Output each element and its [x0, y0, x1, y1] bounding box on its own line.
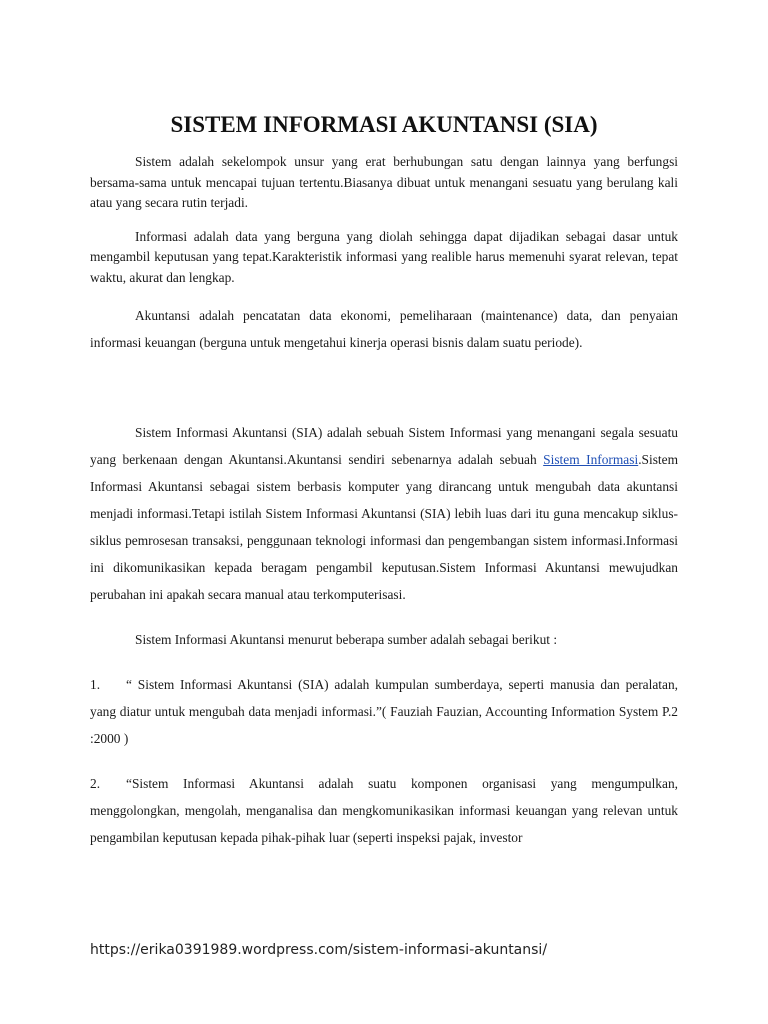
paragraph-sia-text-after: .Sistem Informasi Akuntansi sebagai sistem berbasis komputer yang dirancang untuk mengubah data akuntansi menjadi informasi.Tetapi istilah Sistem Informasi Akuntansi (SIA) lebih luas dari itu guna mencakup siklus-siklus pemrosesan transaksi, penggunaan teknologi informasi dan pengembangan sistem informasi.Informasi ini dikomunikasikan kepada beragam pengambil keputusan.Sistem Informasi Akuntansi mewujudkan perubahan ini apakah secara manual atau terkomputerisasi.	[90, 452, 678, 602]
list-item	[90, 671, 678, 752]
list-item-number: 2.	[90, 776, 101, 791]
paragraph-sistem: Sistem adalah sekelompok unsur yang erat berhubungan satu dengan lainnya yang berfungsi bersama-sama untuk mencapai tujuan tertentu.Biasanya dibuat untuk menangani sesuatu yang berulang kali atau yang secara rutin terjadi.	[90, 154, 678, 210]
list-item-number: 1.	[90, 677, 101, 692]
sistem-informasi-link[interactable]: Sistem Informasi	[543, 452, 639, 467]
paragraph-informasi: Informasi adalah data yang berguna yang diolah sehingga dapat dijadikan sebagai dasar untuk mengambil keputusan yang tepat.Karakteristik informasi yang realible harus memenuhi syarat relevan, tepat waktu, akurat dan lengkap.	[90, 228, 678, 285]
document-page	[90, 112, 678, 851]
paragraph-sumber: Sistem Informasi Akuntansi menurut beberapa sumber adalah sebagai berikut :	[135, 632, 558, 647]
paragraph-sia-text-before: Sistem Informasi Akuntansi (SIA) adalah sebuah Sistem Informasi yang menangani segala sesuatu yang berkenaan dengan Akuntansi.Akuntansi sendiri sebenarnya adalah sebuah	[90, 425, 678, 467]
paragraph-sia	[90, 419, 678, 608]
list-item	[90, 770, 678, 851]
list-item-text: “Sistem Informasi Akuntansi adalah suatu komponen organisasi yang mengumpulkan, menggolongkan, mengolah, menganalisa dan mengkomunikasikan informasi keuangan yang relevan untuk pengambilan keputusan kepada pihak-pihak luar (seperti inspeksi pajak, investor	[90, 776, 678, 845]
source-url: https://erika0391989.wordpress.com/sistem-informasi-akuntansi/	[90, 942, 548, 958]
document-title: SISTEM INFORMASI AKUNTANSI (SIA)	[170, 112, 598, 137]
paragraph-akuntansi: Akuntansi adalah pencatatan data ekonomi, pemeliharaan (maintenance) data, dan penyaian informasi keuangan (berguna untuk mengetahui kinerja operasi bisnis dalam suatu periode).	[90, 308, 678, 350]
list-item-text: “ Sistem Informasi Akuntansi (SIA) adalah kumpulan sumberdaya, seperti manusia dan peralatan, yang diatur untuk mengubah data menjadi informasi.”( Fauziah Fauzian, Accounting Information System P.2 :2000 )	[90, 677, 678, 746]
